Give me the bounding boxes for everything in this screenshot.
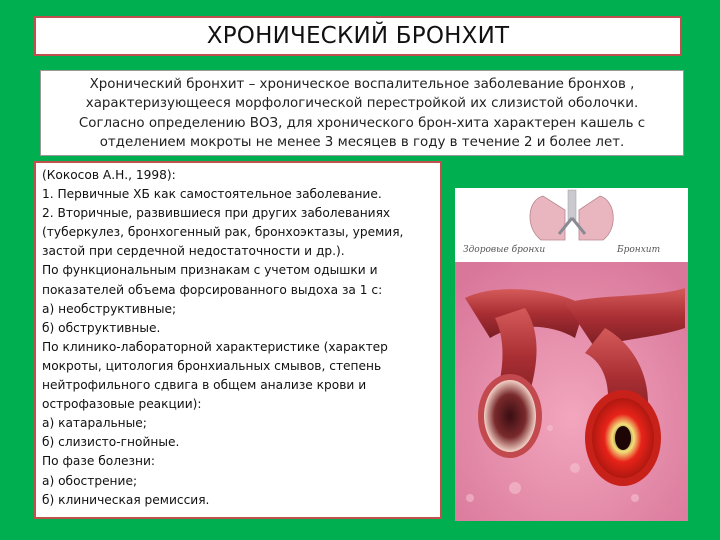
label-healthy: Здоровые бронхи: [463, 245, 546, 255]
page-title: ХРОНИЧЕСКИЙ БРОНХИТ: [206, 23, 510, 49]
classification-line: застой при сердечной недостаточности и др.).: [42, 244, 345, 259]
definition-line: Согласно определению ВОЗ, для хронического брон-хита характерен кашель с: [78, 115, 646, 131]
label-bronchitis: Бронхит: [617, 245, 661, 255]
classification-line: показателей объема форсированного выдоха за 1 с:: [42, 282, 383, 297]
classification-line: б) обструктивные.: [42, 320, 161, 335]
definition-line: характеризующееся морфологической перестройкой их слизистой оболочки.: [85, 96, 639, 112]
classification-line: а) катаральные;: [42, 416, 147, 431]
classification-line: б) слизисто-гнойные.: [42, 435, 180, 450]
classification-line: а) необструктивные;: [42, 301, 177, 316]
title-box: [34, 16, 682, 56]
definition-line: отделением мокроты не менее 3 месяцев в году в течение 2 и более лет.: [99, 134, 625, 150]
bronchi-illustration-svg: [455, 188, 688, 521]
definition-box: [40, 70, 684, 156]
classification-line: острофазовые реакции):: [42, 397, 202, 412]
classification-line: 1. Первичные ХБ как самостоятельное заболевание.: [42, 187, 382, 202]
classification-line: По функциональным признакам с учетом одышки и: [42, 263, 378, 278]
lungs-icon: [455, 188, 688, 240]
definition-line: Хронический бронхит – хроническое воспалительное заболевание бронхов ,: [89, 77, 635, 92]
classification-line: 2. Вторичные, развившиеся при других заболеваниях: [42, 206, 391, 221]
classification-line: мокроты, цитология бронхиальных смывов, степень: [42, 358, 382, 373]
classification-line: а) обострение;: [42, 473, 138, 488]
classification-line: б) клиническая ремиссия.: [42, 492, 210, 507]
classification-line: (туберкулез, бронхогенный рак, бронхоэктазы, уремия,: [42, 225, 404, 240]
classification-line: (Кокосов А.Н., 1998):: [42, 168, 176, 182]
classification-line: По фазе болезни:: [42, 454, 155, 469]
bronchi-illustration: [455, 188, 688, 521]
classification-line: нейтрофильного сдвига в общем анализе крови и: [42, 378, 367, 393]
classification-line: По клинико-лабораторной характеристике (характер: [42, 339, 388, 354]
classification-box: [34, 161, 442, 519]
